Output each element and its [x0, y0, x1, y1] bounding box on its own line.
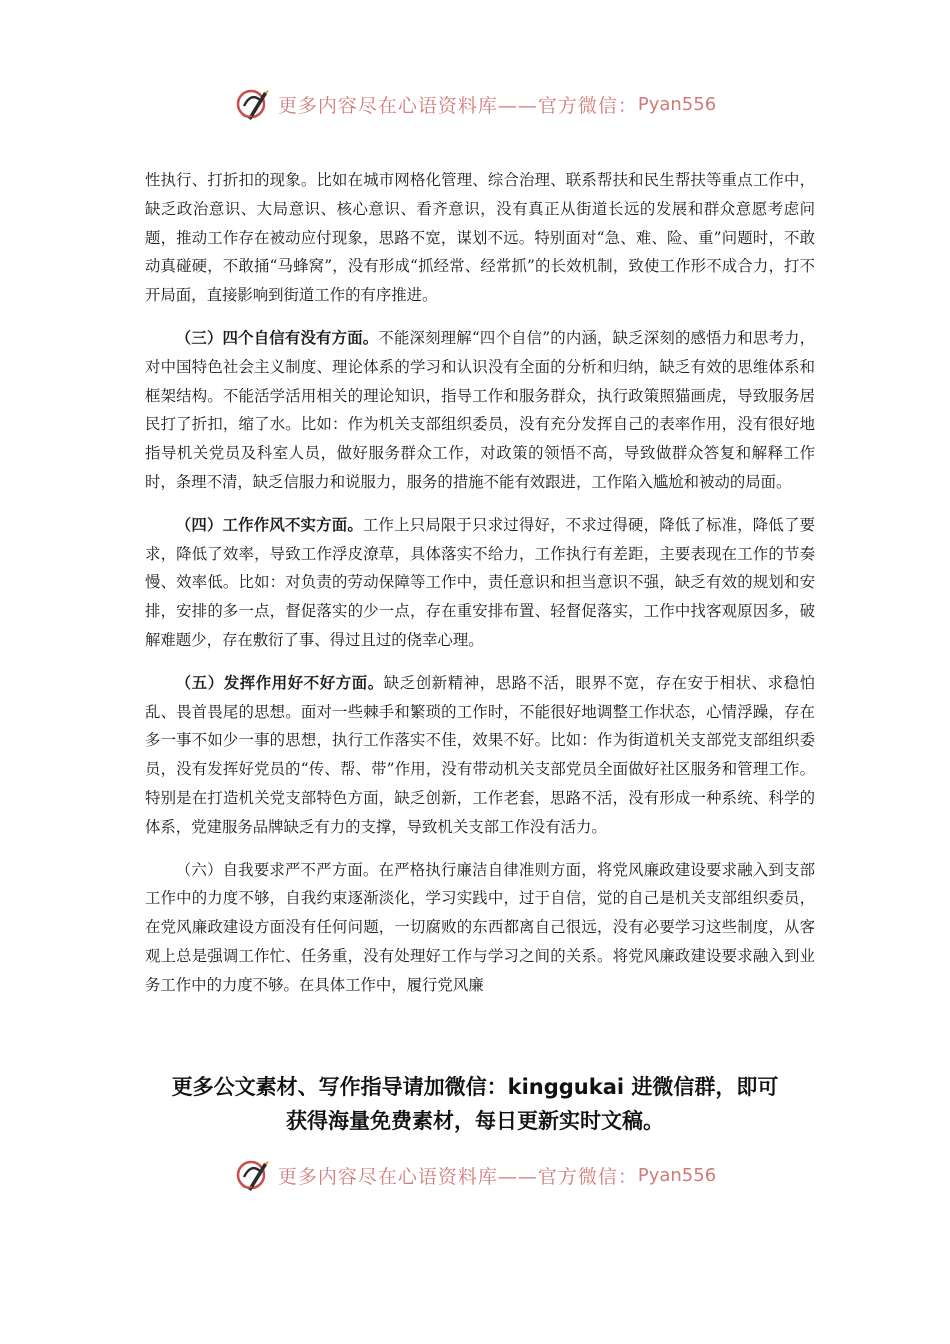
- section-heading: （四）工作作风不实方面。: [175, 515, 363, 534]
- paragraph: （六）自我要求严不严方面。在严格执行廉洁自律准则方面，将党风廉政建设要求融入到支部工作中的力度不够，自我约束逐渐淡化，学习实践中，过于自信，觉的自己是机关支部组织委员，在党风廉政建设方面没有任何问题，一切腐败的东西都离自己很远，没有必要学习这些制度，从客观上总是强调工作忙、任务重，没有处理好工作与学习之间的关系。将党风廉政建设要求融入到业务工作中的力度不够。在具体工作中，履行党风廉: [145, 860, 815, 994]
- pen-heart-logo-icon: [234, 84, 274, 124]
- banner-wechat-id: Pyan556: [637, 93, 717, 115]
- banner-text: 更多内容尽在心语资料库——官方微信：: [277, 94, 638, 117]
- banner-text: 更多内容尽在心语资料库——官方微信：: [277, 1165, 638, 1188]
- promo-line: 更多公文素材、写作指导请加微信：kinggukai 进微信群，即可: [171, 1075, 779, 1099]
- footer-banner: [0, 1153, 950, 1197]
- section-text: 不能深刻理解“四个自信”的内涵，缺乏深刻的感悟力和思考力，对中国特色社会主义制度、理论体系的学习和认识没有全面的分析和归纳，缺乏有效的思维体系和框架结构。不能活学活用相关的理论知识，指导工作和服务群众，执行政策照猫画虎，导致服务居民打了折扣，缩了水。比如：作为机关支部组织委员，没有充分发挥自己的表率作用，没有很好地指导机关党员及科室人员，做好服务群众工作，对政策的领悟不高，导致做群众答复和解释工作时，条理不清，缺乏信服力和说服力，服务的措施不能有效跟进，工作陷入尴尬和被动的局面。: [145, 328, 815, 491]
- banner-wechat-id: Pyan556: [637, 1164, 717, 1186]
- paragraph: 性执行、打折扣的现象。比如在城市网格化管理、综合治理、联系帮扶和民生帮扶等重点工作中，缺乏政治意识、大局意识、核心意识、看齐意识，没有真正从街道长远的发展和群众意愿考虑问题，推动工作存在被动应付现象，思路不宽，谋划不远。特别面对“急、难、险、重”问题时，不敢动真碰硬，不敢捅“马蜂窝”，没有形成“抓经常、经常抓”的长效机制，致使工作形不成合力，打不开局面，直接影响到街道工作的有序推进。: [145, 171, 815, 305]
- document-body: [145, 166, 815, 1014]
- header-banner: [0, 82, 950, 126]
- section-heading: （三）四个自信有没有方面。: [175, 328, 379, 347]
- section-text: 工作上只局限于只求过得好，不求过得硬，降低了标准，降低了要求，降低了效率，导致工作浮皮潦草，具体落实不给力，工作执行有差距，主要表现在工作的节奏慢、效率低。比如：对负责的劳动保障等工作中，责任意识和担当意识不强，缺乏有效的规划和安排，安排的多一点，督促落实的少一点，存在重安排布置、轻督促落实，工作中找客观原因多，破解难题少，存在敷衍了事、得过且过的侥幸心理。: [145, 515, 815, 649]
- promo-notice: [0, 1070, 950, 1138]
- section-heading: （五）发挥作用好不好方面。: [175, 673, 384, 692]
- promo-line: 获得海量免费素材，每日更新实时文稿。: [286, 1109, 664, 1133]
- paragraph: [145, 669, 815, 842]
- pen-heart-logo-icon: [234, 1155, 274, 1195]
- paragraph: [145, 324, 815, 497]
- paragraph: [145, 511, 815, 655]
- section-text: 缺乏创新精神，思路不活，眼界不宽，存在安于相状、求稳怕乱、畏首畏尾的思想。面对一些棘手和繁琐的工作时，不能很好地调整工作状态，心情浮躁，存在多一事不如少一事的思想，执行工作落实不佳，效果不好。比如：作为街道机关支部党支部组织委员，没有发挥好党员的“传、帮、带”作用，没有带动机关支部党员全面做好社区服务和管理工作。特别是在打造机关党支部特色方面，缺乏创新，工作老套，思路不活，没有形成一种系统、科学的体系，党建服务品牌缺乏有力的支撑，导致机关支部工作没有活力。: [145, 673, 815, 836]
